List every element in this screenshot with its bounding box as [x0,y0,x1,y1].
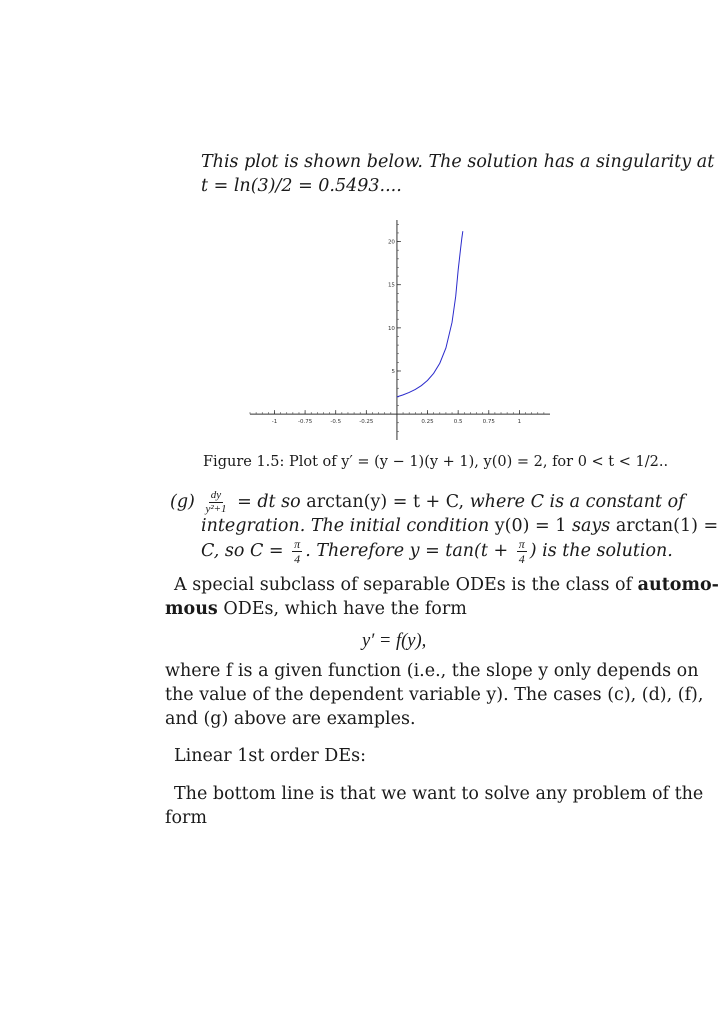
pi-denominator: 4 [294,552,301,566]
item-g-text-h: arctan(1) = [615,516,719,536]
display-equation: y′ = f(y), [362,631,427,651]
dy-fraction [203,490,228,515]
para1-line-5: and (g) above are examples. [165,709,416,729]
figure-caption: Figure 1.5: Plot of y′ = (y − 1)(y + 1), y(0) = 2, for 0 < t < 1/2.. [203,454,669,470]
item-g-text-e: integration. The initial condition [201,516,490,536]
x-tick-label: 0.25 [421,419,434,426]
para2-line-2: form [165,808,207,828]
item-g-text-k: ) is the solution. [529,541,673,561]
para1-line-1 [174,573,719,597]
pi-over-4-fraction [292,538,302,565]
y-tick-label: 20 [387,239,395,246]
item-g-text-a: = dt [237,492,276,512]
para2-line-1: The bottom line is that we want to solve any problem of the [174,784,704,804]
x-tick-label: 0.75 [482,419,495,426]
para1-text-a: A special subclass of separable ODEs is the class of [174,575,633,595]
section-heading: Linear 1st order DEs: [174,746,366,766]
y-tick-label: 10 [387,325,395,332]
item-g-line-2 [201,514,718,538]
y-tick-label: 5 [391,368,395,375]
pi-over-4-fraction-2 [517,538,527,565]
item-g-text-g: says [571,516,611,536]
pi-numerator: π [294,537,301,551]
para1-line-4: the value of the dependent variable y). The cases (c), (d), (f), [165,685,704,705]
pi-denominator-2: 4 [518,552,525,566]
solution-curve [397,231,463,397]
item-g-line-1 [170,490,685,515]
para1-text-b: ODEs, which have the form [223,599,467,619]
x-tick-label: -1 [271,419,278,426]
series-group [397,231,463,397]
para1-bold-term-b: mous [165,599,218,619]
item-g-line-3 [201,538,673,565]
pi-numerator-2: π [518,537,525,551]
intro-line-2: t = ln(3)/2 = 0.5493.... [201,176,402,196]
item-g-label: (g) [170,492,195,512]
x-tick-label: 1 [517,419,522,426]
para1-line-2 [165,597,467,621]
dy-fraction-numerator: dy [210,489,222,501]
x-tick-label: -0.75 [297,419,313,426]
dy-fraction-denominator: y²+1 [205,503,227,515]
item-g-text-j: . Therefore y = tan(t + [305,541,509,561]
item-g-text-i: C, so C = [201,541,284,561]
item-g-text-f: y(0) = 1 [494,516,567,536]
x-tick-label: 0.5 [453,419,463,426]
item-g-text-d: where C is a constant of [469,492,685,512]
intro-line-1: This plot is shown below. The solution has a singularity at [201,152,715,172]
para1-bold-term-a: automo- [637,575,719,595]
solution-plot [240,210,560,450]
x-tick-label: -0.5 [330,419,342,426]
y-tick-label: 15 [387,282,395,289]
x-tick-label: -0.25 [359,419,374,426]
item-g-text-c: arctan(y) = t + C, [306,492,465,512]
para1-line-3: where f is a given function (i.e., the slope y only depends on [165,661,699,681]
item-g-text-b: so [281,492,301,512]
